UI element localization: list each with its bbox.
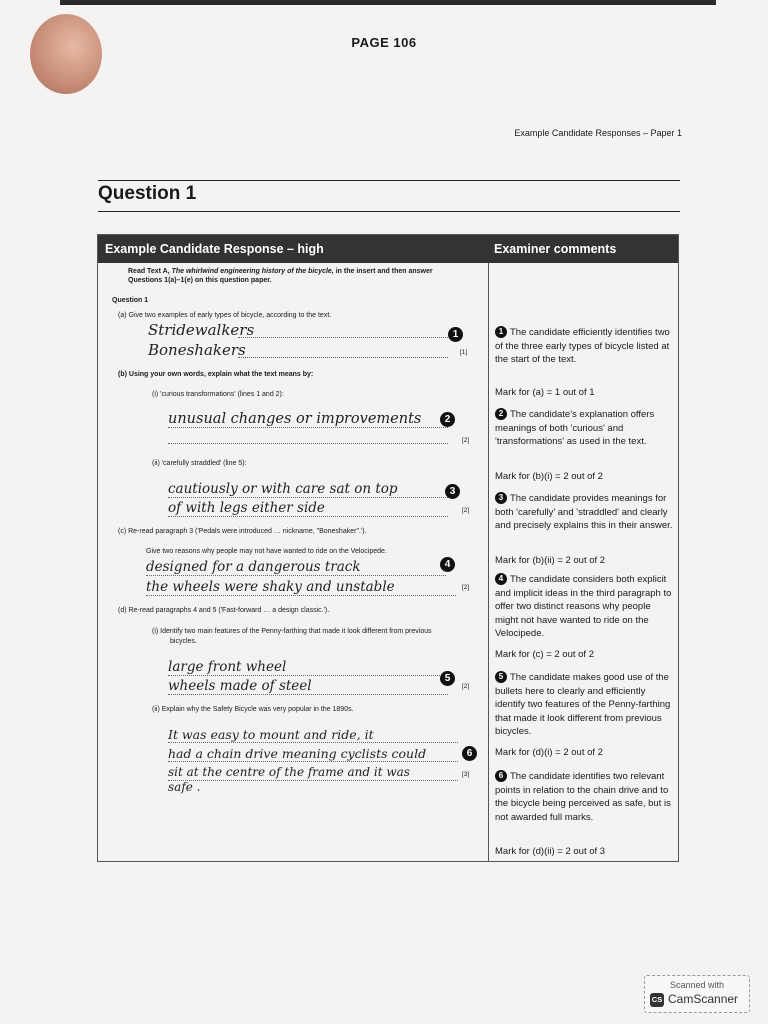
comment-4	[495, 573, 673, 641]
comment-mark-4: Mark for (c) = 2 out of 2	[495, 649, 594, 660]
answer-line	[168, 427, 448, 428]
answer-d-ii-line4: safe .	[168, 780, 201, 794]
comment-mark-5: Mark for (d)(i) = 2 out of 2	[495, 747, 603, 758]
comment-mark-1: Mark for (a) = 1 out of 1	[495, 387, 595, 398]
answer-line	[168, 443, 448, 444]
page-number: PAGE 106	[351, 35, 417, 50]
answer-line	[168, 675, 448, 676]
answer-d-ii-line3: sit at the centre of the frame and it was	[168, 765, 410, 779]
question-c: (c) Re-read paragraph 3 ('Pedals were introduced … nickname, "Boneshaker".').	[118, 528, 367, 535]
answer-c1: designed for a dangerous track	[146, 559, 361, 575]
mark-b-i: [2]	[462, 437, 470, 444]
table-header	[98, 235, 678, 263]
rule-bottom	[98, 211, 680, 212]
stamp-caption: Scanned with	[669, 980, 725, 990]
comment-text-1: The candidate efficiently identifies two of the three early types of bicycle listed at the start of the text.	[495, 327, 670, 365]
annotation-number-2: 2	[440, 412, 455, 427]
answer-a1: Stridewalkers	[148, 321, 255, 339]
comment-text-6: The candidate identifies two relevant points in relation to the chain drive and to the bicycle being perceived as safe, but is not awarded full marks.	[495, 771, 671, 823]
scan-top-edge	[60, 0, 716, 5]
answer-line	[168, 694, 448, 695]
comment-number-4: 4	[495, 573, 507, 585]
camscanner-logo-icon: CS	[650, 993, 664, 1007]
stamp-brand: CamScanner	[668, 992, 739, 1006]
finger-in-scan	[30, 14, 102, 94]
question-label: Question 1	[112, 297, 149, 304]
comment-text-5: The candidate makes good use of the bullets here to clearly and efficiently identify two features of the Penny-farthing that made it look different from previous bicycles.	[495, 672, 671, 737]
comment-mark-6: Mark for (d)(ii) = 2 out of 3	[495, 846, 606, 857]
mark-d-ii: [3]	[462, 771, 470, 778]
intro-text-title: The whirlwind engineering history of the bicycle,	[171, 268, 334, 275]
answer-d-i-2: wheels made of steel	[168, 678, 312, 694]
comment-mark-3: Mark for (b)(ii) = 2 out of 2	[495, 555, 606, 566]
running-header: Example Candidate Responses – Paper 1	[514, 128, 682, 138]
comment-1	[495, 326, 673, 367]
column-divider	[488, 263, 489, 861]
comment-text-4: The candidate considers both explicit and implicit ideas in the third paragraph to offer two distinct reasons why people might not have wanted to ride on the Velocipede.	[495, 574, 672, 639]
question-b-ii: (ii) 'carefully straddled' (line 5):	[152, 460, 247, 467]
mark-a: [1]	[460, 349, 468, 356]
comment-number-6: 6	[495, 770, 507, 782]
question-intro	[128, 267, 478, 276]
question-b: (b) Using your own words, explain what the text means by:	[118, 371, 314, 378]
comment-text-2: The candidate's explanation offers meanings of both 'curious' and 'transformations' as used in the text.	[495, 409, 655, 447]
question-c-sub: Give two reasons why people may not have wanted to ride on the Velocipede.	[146, 548, 387, 555]
intro-text-a: Read Text A,	[128, 268, 172, 275]
question-intro-line2: Questions 1(a)–1(e) on this question paper.	[128, 277, 272, 284]
comment-number-2: 2	[495, 408, 507, 420]
question-title: Question 1	[98, 183, 197, 204]
comment-number-3: 3	[495, 492, 507, 504]
header-candidate-response: Example Candidate Response – high	[105, 242, 324, 256]
annotation-number-5: 5	[440, 671, 455, 686]
intro-text-b: in the insert and then answer	[333, 268, 433, 275]
answer-c2: the wheels were shaky and unstable	[146, 579, 395, 595]
answer-a2: Boneshakers	[148, 341, 246, 359]
question-d-ii: (ii) Explain why the Safety Bicycle was very popular in the 1890s.	[152, 706, 354, 713]
annotation-number-6: 6	[462, 746, 477, 761]
mark-b-ii: [2]	[462, 507, 470, 514]
answer-line	[168, 516, 448, 517]
comment-number-5: 5	[495, 671, 507, 683]
comment-2	[495, 408, 673, 449]
question-d: (d) Re-read paragraphs 4 and 5 ('Fast-forward … a design classic.').	[118, 607, 330, 614]
question-d-i: (i) Identify two main features of the Penny-farthing that made it look different from previous	[152, 628, 432, 635]
mark-c: [2]	[462, 584, 470, 591]
answer-line	[168, 497, 448, 498]
answer-line	[168, 742, 458, 743]
answer-line	[168, 761, 458, 762]
rule-top	[98, 180, 680, 181]
answer-d-ii-line1: It was easy to mount and ride, it	[168, 727, 374, 742]
question-a: (a) Give two examples of early types of bicycle, according to the text.	[118, 312, 332, 319]
answer-line	[146, 575, 446, 576]
camscanner-stamp	[644, 975, 750, 1013]
comment-3	[495, 492, 673, 533]
comment-mark-2: Mark for (b)(i) = 2 out of 2	[495, 471, 603, 482]
header-examiner-comments: Examiner comments	[494, 242, 617, 256]
annotation-number-1: 1	[448, 327, 463, 342]
comment-number-1: 1	[495, 326, 507, 338]
question-d-i-cont: bicycles.	[170, 638, 197, 645]
answer-d-i-1: large front wheel	[168, 659, 287, 675]
comment-5	[495, 671, 673, 739]
answer-line	[146, 595, 456, 596]
mark-d-i: [2]	[462, 683, 470, 690]
comment-6	[495, 770, 673, 824]
response-table	[97, 234, 679, 862]
annotation-number-3: 3	[445, 484, 460, 499]
answer-d-ii-line2: had a chain drive meaning cyclists could	[168, 746, 427, 761]
answer-line	[238, 337, 448, 338]
answer-line	[238, 357, 448, 358]
question-b-i: (i) 'curious transformations' (lines 1 and 2):	[152, 391, 284, 398]
answer-b-ii-line1: cautiously or with care sat on top	[168, 481, 398, 497]
answer-b-i: unusual changes or improvements	[168, 411, 422, 427]
annotation-number-4: 4	[440, 557, 455, 572]
answer-b-ii-line2: of with legs either side	[168, 500, 325, 516]
comment-text-3: The candidate provides meanings for both 'carefully' and 'straddled' and clearly and precisely explains this in their answer.	[495, 493, 673, 531]
answer-line	[168, 780, 458, 781]
